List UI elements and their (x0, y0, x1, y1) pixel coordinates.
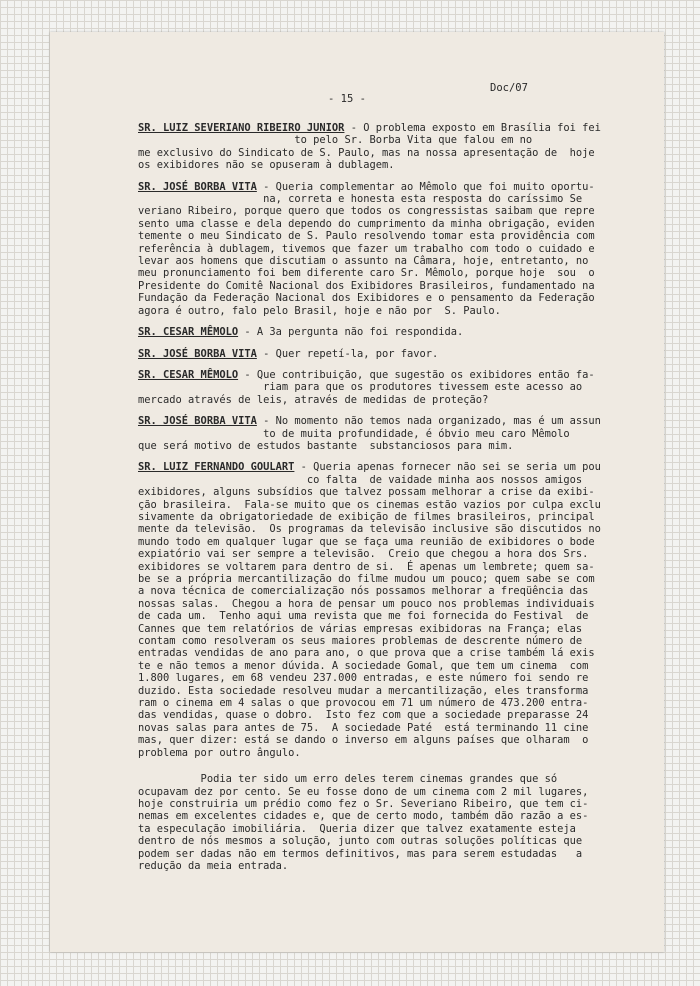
speech-line: problema por outro ângulo. (138, 746, 301, 759)
speech-line: das vendidas, quase o dobro. Isto fez com que a sociedade preparasse 24 (138, 709, 589, 722)
speech-line: novas salas para antes de 75. A sociedade Paté está terminando 11 cine (138, 721, 589, 734)
speech-text: - A 3a pergunta não foi respondida. (238, 326, 464, 339)
speech-line: de cada um. Tenho aqui uma revista que me foi fornecida do Festival de (138, 610, 589, 623)
speech-paragraph (138, 326, 658, 338)
speech-paragraph (138, 461, 658, 759)
speech-line: Cannes que tem relatórios de várias empresas exibidoras na França; elas (138, 622, 583, 635)
closing-line: Podia ter sido um erro deles terem cinemas grandes que só (138, 773, 558, 786)
speech-first-line (138, 369, 658, 381)
speech-line: ram o cinema em 4 salas o que provocou em 71 um número de 473.200 entra- (138, 697, 589, 710)
speech-line: que será motivo de estudos bastante substanciosos para mim. (138, 439, 514, 452)
speech-line: contam como resolveram os seus maiores problemas de descrente número de (138, 635, 583, 648)
speech-line: meu pronunciamento foi bem diferente caro Sr. Mêmolo, porque hoje sou o (138, 267, 595, 280)
speech-paragraph (138, 348, 658, 360)
speech-line: exibidores se voltarem para dentro de si. É apenas um lembrete; quem sa- (138, 560, 595, 573)
speech-text: - Queria apenas fornecer não sei se seria um pou (294, 461, 601, 474)
speaker-name: SR. LUIZ SEVERIANO RIBEIRO JUNIOR (138, 122, 345, 134)
speech-first-line (138, 326, 658, 338)
closing-line: ta especulação imobiliária. Queria dizer que talvez exatamente esteja (138, 822, 576, 835)
speech-text: - Que contribuição, que sugestão os exibidores então fa- (238, 368, 595, 381)
closing-line: redução da meia entrada. (138, 859, 289, 872)
speech-line: mercado através de leis, através de medidas de proteção? (138, 393, 489, 406)
speech-line: entradas vendidas de ano para ano, o que prova que a crise também lá exis (138, 647, 595, 660)
speech-line: 1.800 lugares, em 68 vendeu 237.000 entradas, e este número foi sendo re (138, 672, 589, 685)
speech-line: agora é outro, falo pelo Brasil, hoje e não por S. Paulo. (138, 304, 501, 317)
speech-line: te e não temos a menor dúvida. A sociedade Gomal, que tem um cinema com (138, 659, 589, 672)
speech-first-line (138, 461, 658, 473)
speaker-name: SR. JOSÉ BORBA VITA (138, 347, 257, 360)
speech-line: temente o meu Sindicato de S. Paulo resolvendo tomar esta providência com (138, 230, 595, 243)
speech-line: to de muita profundidade, é óbvio meu caro Mêmolo (138, 427, 570, 440)
speech-line: veriano Ribeiro, porque quero que todos os congressistas saibam que repre (138, 205, 595, 218)
speech-line: me exclusivo do Sindicato de S. Paulo, mas na nossa apresentação de hoje (138, 146, 595, 159)
speaker-name: SR. CESAR MÊMOLO (138, 326, 239, 339)
speech-line: mundo todo em qualquer lugar que se faça uma reunião de exibidores o bode (138, 535, 595, 548)
closing-line: podem ser dadas não em termos definitivos, mas para serem estudadas a (138, 847, 583, 860)
speech-line: duzido. Esta sociedade resolveu mudar a mercantilização, eles transforma (138, 684, 589, 697)
speech-line: mente da televisão. Os programas da televisão inclusive são discutidos no (138, 523, 601, 536)
speech-line: ção brasileira. Fala-se muito que os cinemas estão vazios por culpa exclu (138, 498, 601, 511)
speech-line: os exibidores não se opuseram à dublagem. (138, 159, 395, 172)
closing-line: ocupavam dez por cento. Se eu fosse dono de um cinema com 2 mil lugares, (138, 785, 589, 798)
speech-line: levar aos homens que discutiam o assunto na Câmara, hoje, entretanto, no (138, 255, 589, 268)
speech-first-line (138, 415, 658, 427)
speaker-name: SR. JOSÉ BORBA VITA (138, 180, 257, 193)
speech-line: expiatório vai ser sempre a televisão. Creio que chegou a hora dos Srs. (138, 548, 589, 561)
speech-line: Presidente do Comitê Nacional dos Exibidores Brasileiros, fundamentado na (138, 279, 595, 292)
speech-line: sento uma classe e dela dependo do cumprimento da minha obrigação, eviden (138, 217, 595, 230)
speech-line: nossas salas. Chegou a hora de pensar um pouco nos problemas individuais (138, 597, 595, 610)
closing-paragraph (138, 773, 658, 872)
speech-first-line (138, 122, 658, 134)
speech-line: be se a própria mercantilização do filme mudou um pouco; quem sabe se com (138, 573, 595, 585)
speech-first-line (138, 181, 658, 193)
closing-line: dentro de nós mesmos a solução, junto com outras soluções políticas que (138, 835, 583, 848)
speech-line: referência à dublagem, tivemos que fazer um trabalho com todo o cuidado e (138, 242, 595, 255)
speech-line: exibidores, alguns subsídios que talvez possam melhorar a crise da exibi- (138, 486, 595, 499)
speech-line: a nova técnica de comercialização nós possamos melhorar a freqüência das (138, 585, 589, 598)
speech-text: - O problema exposto em Brasília foi fei (344, 122, 601, 134)
speech-paragraph (138, 415, 658, 452)
speech-line: mas, quer dizer: está se dando o inverso em alguns países que olharam o (138, 734, 589, 747)
speech-text: - Quer repetí-la, por favor. (256, 347, 439, 360)
speech-first-line (138, 348, 658, 360)
speaker-name: SR. CESAR MÊMOLO (138, 368, 239, 381)
speech-line: co falta de vaidade minha aos nossos amigos (138, 473, 583, 486)
typed-transcript (138, 122, 658, 881)
page-number: - 15 - (328, 93, 366, 105)
speaker-name: SR. LUIZ FERNANDO GOULART (138, 461, 295, 474)
speech-line: na, correta e honesta esta resposta do caríssimo Se (138, 193, 583, 206)
speech-paragraph (138, 181, 658, 317)
speech-text: - Queria complementar ao Mêmolo que foi muito oportu- (256, 180, 595, 193)
document-reference: Doc/07 (490, 82, 528, 94)
speech-line: riam para que os produtores tivessem este acesso ao (138, 381, 583, 394)
closing-line: hoje construiria um prédio como fez o Sr. Severiano Ribeiro, que tem ci- (138, 797, 589, 810)
closing-line: nemas em excelentes cidades e, que de certo modo, também dão razão a es- (138, 810, 589, 823)
speaker-name: SR. JOSÉ BORBA VITA (138, 415, 257, 428)
speech-line: Fundação da Federação Nacional dos Exibidores e o pensamento da Federação (138, 292, 595, 305)
speech-paragraph (138, 122, 658, 172)
speech-paragraph (138, 369, 658, 406)
speech-text: - No momento não temos nada organizado, mas é um assun (256, 415, 601, 428)
speech-line: to pelo Sr. Borba Vita que falou em no (138, 134, 533, 147)
speech-line: sivamente da obrigatoriedade de exibição de filmes brasileiros, principal (138, 510, 595, 523)
